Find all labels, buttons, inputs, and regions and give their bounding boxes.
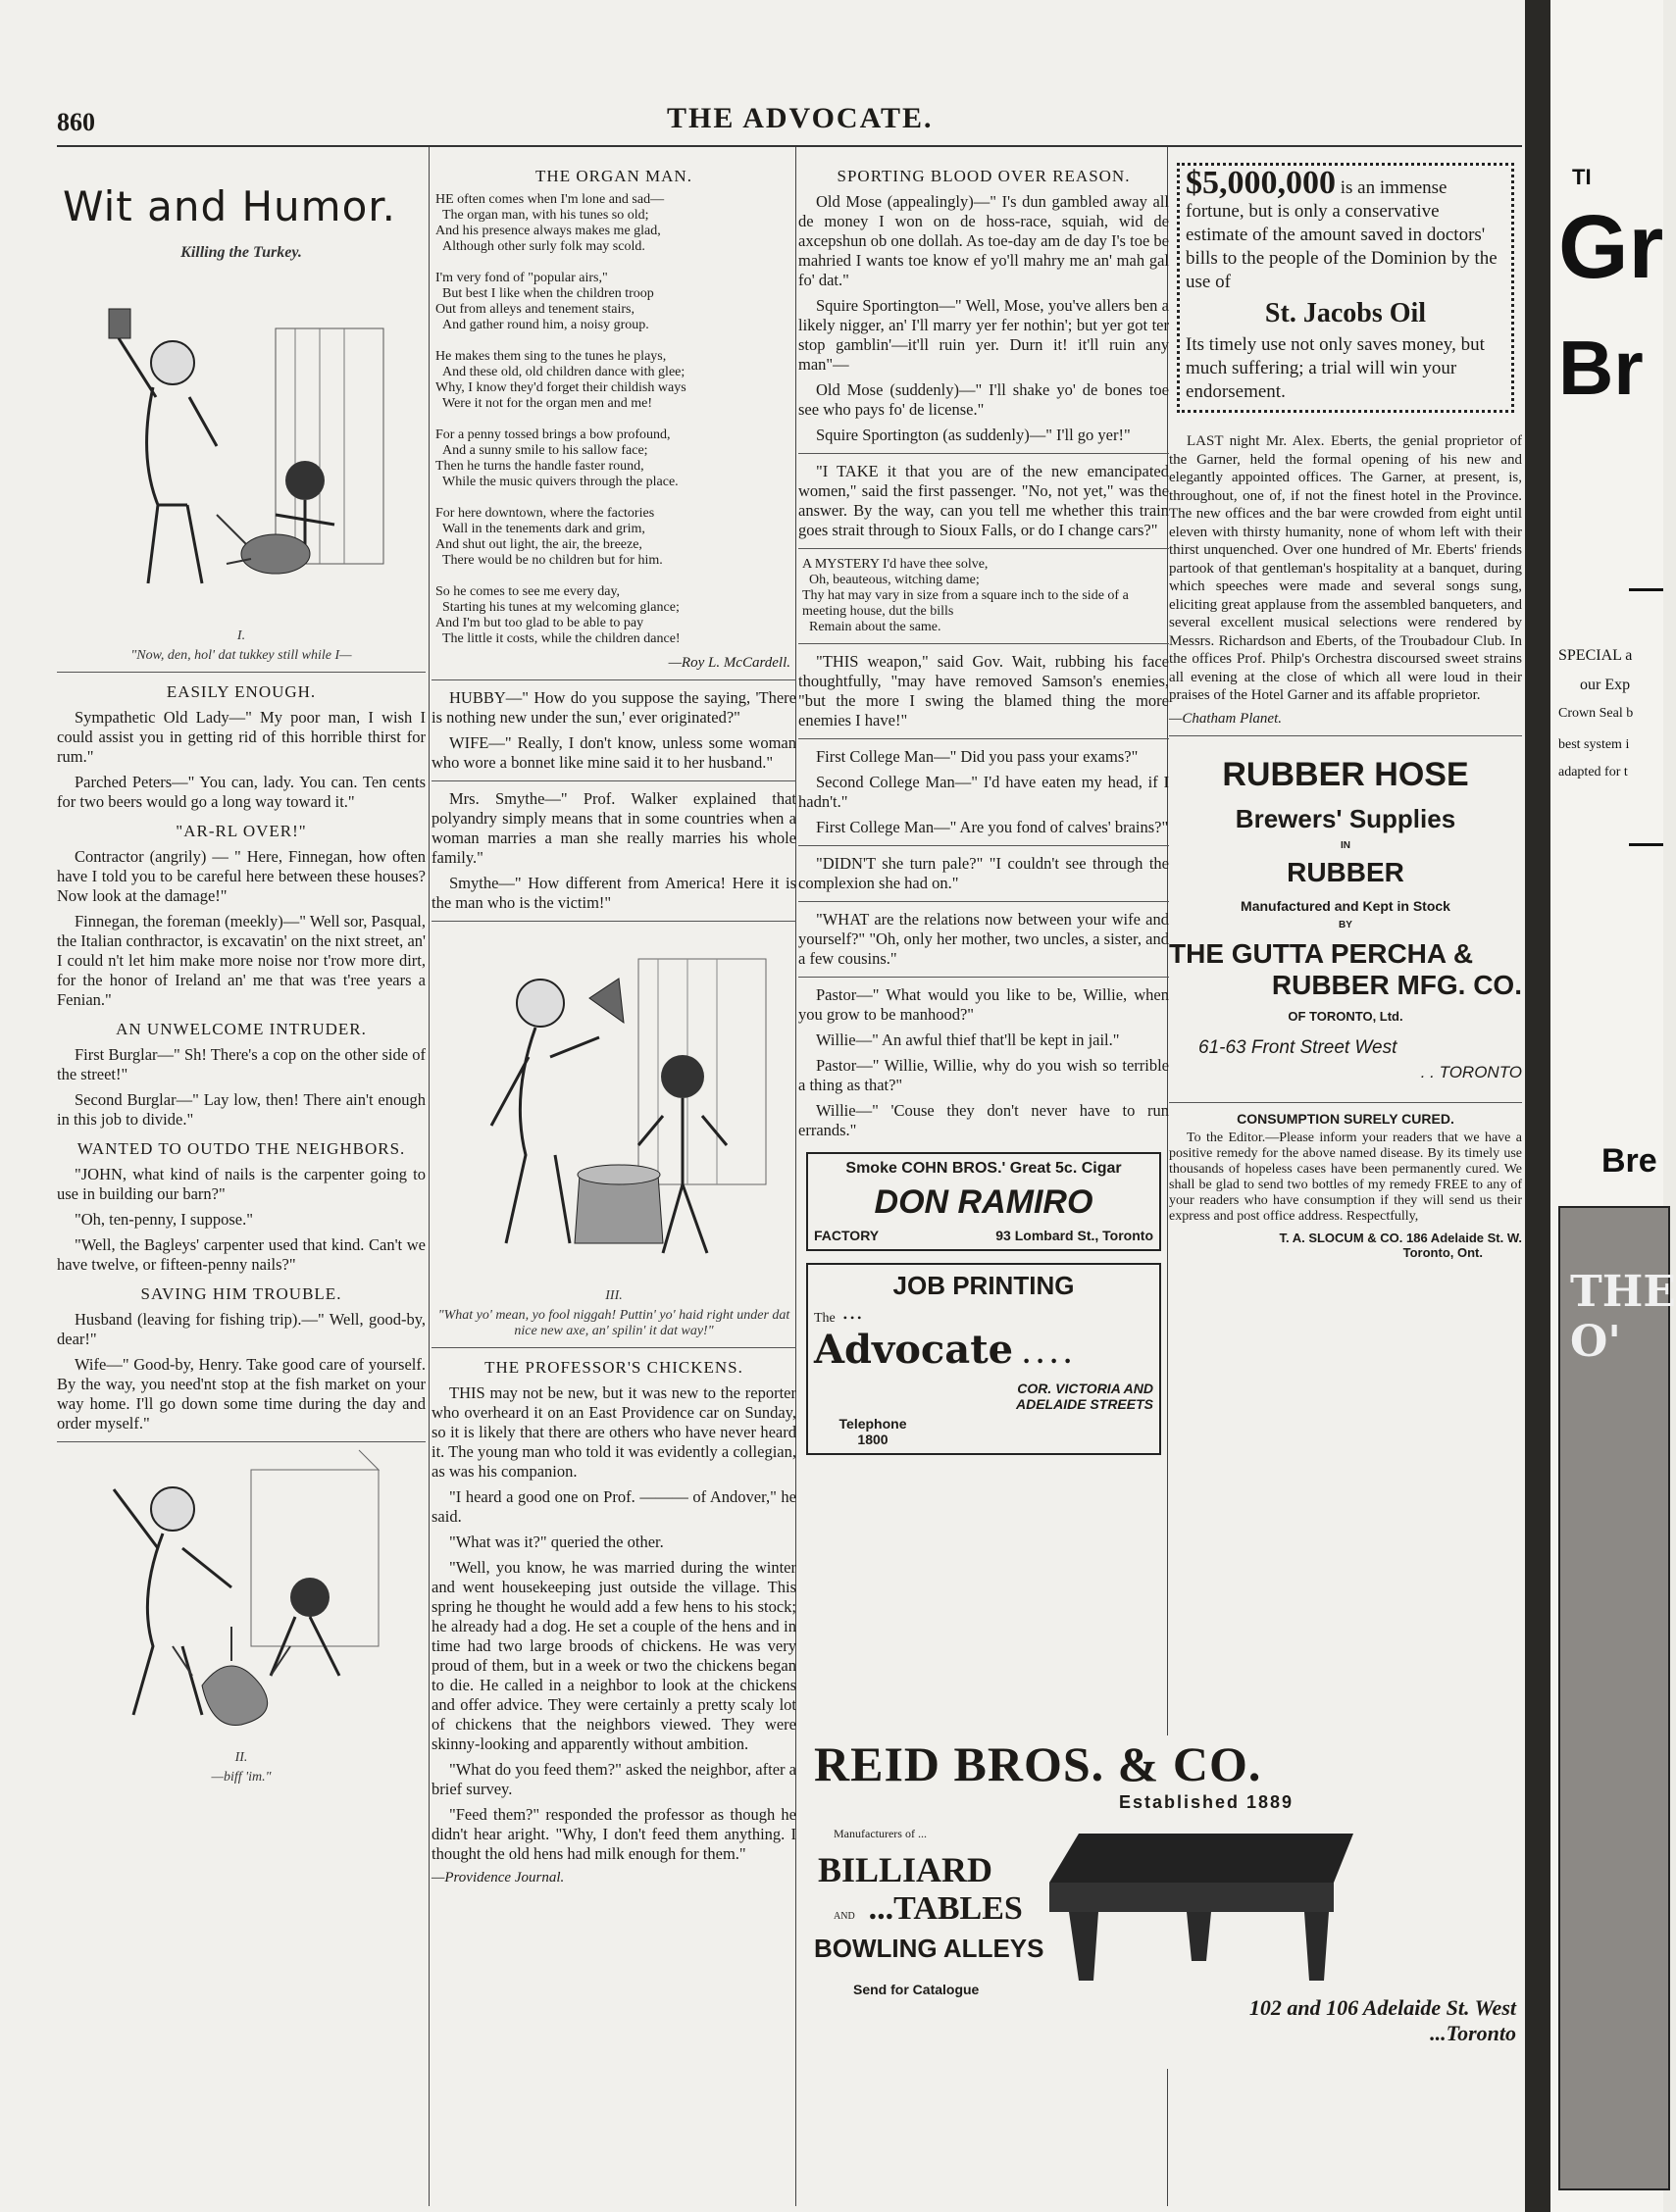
reid-billiard: BILLIARD xyxy=(818,1850,993,1889)
hubby-text: WIFE—" Really, I don't know, unless some woman who wore a bonnet like mine said it to her husband." xyxy=(432,733,796,772)
arrl-over-text: Finnegan, the foreman (meekly)—" Well sor, Pasqual, the Italian conthractor, is excavatin' on the nixt street, an' I could n't let him make more noise nor t'row more dirt, for the honor of Ireland an' me that was t'ree years a Fenian." xyxy=(57,912,426,1009)
oil-text-2: Its timely use not only saves money, but much suffering; a trial will win your endorsement. xyxy=(1186,334,1485,402)
consumption-text: To the Editor.—Please inform your readers that we have a positive remedy for the above named disease. By its timely use thousands of hopeless cases have been permanently cured. We shall be glad to send two bottles of my remedy FREE to any of your readers who have consumption if they will send us their express and post office address. Respectfully, xyxy=(1169,1130,1522,1224)
organ-man-heading: THE ORGAN MAN. xyxy=(535,167,692,185)
adjacent-page xyxy=(1550,0,1676,2212)
poem-line: But best I like when the children troop xyxy=(435,286,654,301)
professor-text: THIS may not be new, but it was new to the reporter who overheard it on an East Providence car on Sunday, so it is likely that there are others who have never heard it. The young man who told it was evidently a collegian, as was his companion. xyxy=(432,1383,796,1481)
adjacent-rule xyxy=(1629,843,1663,846)
poem-line: Thy hat may vary in size from a square inch to the side of a meeting house, dut the bills xyxy=(802,588,1133,619)
cartoon-3-illustration xyxy=(452,930,776,1282)
advocate-dots: . . . . xyxy=(1023,1339,1072,1370)
poem-line: The little it costs, while the children dance! xyxy=(435,631,681,646)
poem-line: Oh, beauteous, witching dame; xyxy=(802,573,980,587)
poem-line: Remain about the same. xyxy=(802,620,941,634)
poem-line: And his presence always makes me glad, xyxy=(435,224,661,238)
hose-manufactured: Manufactured and Kept in Stock xyxy=(1241,897,1450,914)
reid-and: AND xyxy=(834,1911,855,1922)
hose-address: 61-63 Front Street West xyxy=(1198,1036,1397,1058)
hose-in: IN xyxy=(1341,839,1350,851)
hose-rubber: RUBBER xyxy=(1287,856,1404,887)
intruder-text: First Burglar—" Sh! There's a cop on the other side of the street!" xyxy=(57,1045,426,1083)
reid-manufacturers: Manufacturers of ... xyxy=(834,1827,927,1840)
adjacent-text: THE O' xyxy=(1570,1267,1676,1367)
college-text: Second College Man—" I'd have eaten my head, if I hadn't." xyxy=(798,773,1169,811)
college-text: First College Man—" Did you pass your exams?" xyxy=(816,747,1139,766)
poem-line: Out from alleys and tenement stairs, xyxy=(435,302,635,317)
advocate-name-row xyxy=(814,1327,1153,1373)
st-jacobs-oil-ad xyxy=(1177,163,1514,413)
poem-line: Starting his tunes at my welcoming glance; xyxy=(435,600,680,615)
poem-line xyxy=(435,333,796,349)
hose-subtitle: Brewers' Supplies xyxy=(1235,803,1456,833)
poem-line: And I'm but too glad to be able to pay xyxy=(435,616,644,630)
sporting-text: Squire Sportington (as suddenly)—" I'll go yer!" xyxy=(816,426,1131,444)
pastor-text: Pastor—" What would you like to be, Willie, when you grow to be manhood?" xyxy=(798,985,1169,1024)
saving-text: Husband (leaving for fishing trip).—" Well, good-by, dear!" xyxy=(57,1310,426,1348)
billiard-table-illustration xyxy=(1040,1814,1373,1990)
printing-address-line-2: ADELAIDE STREETS xyxy=(1015,1396,1153,1412)
relations-text: "WHAT are the relations now between your wife and yourself?" "Oh, only her mother, two uncles, a sister, and a few cousins." xyxy=(798,910,1169,968)
smythe-text: Mrs. Smythe—" Prof. Walker explained that polyandry simply means that in some countries when a woman marries a man she really marries his whole family." xyxy=(432,789,796,867)
sporting-text: Old Mose (appealingly)—" I's dun gambled away all de money I won on de hoss-race, squiah, wid de axcepshun ob one dollah. As toe-day am de day I's toe be mahried I wants toe know ef yo'll mahry me an' mah gal fo' dat." xyxy=(798,192,1169,289)
cartoon-title: Killing the Turkey. xyxy=(180,244,302,261)
telephone-label: Telephone xyxy=(838,1416,907,1432)
adjacent-text: SPECIAL a xyxy=(1558,647,1633,664)
poem-line: A MYSTERY I'd have thee solve, xyxy=(802,557,989,572)
sporting-heading: SPORTING BLOOD OVER REASON. xyxy=(837,167,1131,185)
saving-heading: SAVING HIM TROUBLE. xyxy=(140,1284,342,1303)
divider xyxy=(432,1347,796,1348)
cigar-ad-line: Smoke COHN BROS.' Great 5c. Cigar xyxy=(845,1160,1122,1177)
divider xyxy=(432,780,796,781)
poem-line xyxy=(435,490,796,506)
cigar-factory-row xyxy=(814,1228,1153,1243)
adjacent-text: Crown Seal b xyxy=(1558,706,1634,721)
eberts-text: LAST night Mr. Alex. Eberts, the genial proprietor of the Garner, held the formal opening of his new and elegantly appointed offices. The Garner, at present, is, throughout, one of, if not the finest hotel in the Province. The new offices and the bar were crowded from eight until eleven with thirsty humanity, none of whom left with their thirst unquenched. Over one hundred of Mr. Eberts' friends partook of that gentleman's hospitality at a banquet, during which speeches were made and several songs sung, eliciting great applause from the assembled banqueters, and several excellent musical selections were rendered by Messrs. Richardson and Eberts, of the Troubadour Club. In the offices Prof. Philp's Orchestra discoursed sweet strains all evening at the close of which all were loud in their praises of the Hotel Garner and its affable proprietor. xyxy=(1169,433,1522,703)
poem-line: While the music quivers through the place. xyxy=(435,475,679,489)
reid-address-line-1: 102 and 106 Adelaide St. West xyxy=(1248,1995,1516,2020)
adjacent-text: our Exp xyxy=(1580,677,1631,693)
hose-by: BY xyxy=(1339,919,1352,930)
cartoon-1-illustration xyxy=(79,270,403,623)
column-2 xyxy=(432,157,796,2206)
factory-address: 93 Lombard St., Toronto xyxy=(995,1228,1153,1243)
pale-text: "DIDN'T she turn pale?" "I couldn't see through the complexion she had on." xyxy=(798,854,1169,892)
arrl-over-heading: "AR-RL OVER!" xyxy=(176,822,307,840)
poem-line: There would be no children but for him. xyxy=(435,553,663,568)
reid-established: Established 1889 xyxy=(1118,1792,1295,1812)
rubber-hose-ad xyxy=(1169,756,1522,1082)
professor-text: "Feed them?" responded the professor as though he didn't hear aright. "Why, I don't feed them anything. I thought the old hens had milk enough for them." xyxy=(432,1805,796,1863)
organ-man-author: —Roy L. McCardell. xyxy=(668,655,790,671)
divider xyxy=(57,672,426,673)
adjacent-illustration xyxy=(1558,1206,1676,2190)
poem-line: Although other surly folk may scold. xyxy=(435,239,645,254)
cartoon-1-number: I. xyxy=(236,628,246,643)
divider xyxy=(798,738,1169,739)
easily-enough-heading: EASILY ENOUGH. xyxy=(166,682,317,701)
poem-line: For here downtown, where the factories xyxy=(435,506,655,521)
poem-line: HE often comes when I'm lone and sad— xyxy=(435,192,665,207)
consumption-city: Toronto, Ont. xyxy=(1402,1244,1483,1260)
consumption-signature: T. A. SLOCUM & CO. 186 Adelaide St. W. xyxy=(1279,1230,1522,1245)
reid-address xyxy=(1249,1995,1516,2046)
intruder-text: Second Burglar—" Lay low, then! There ain't enough in this job to divide." xyxy=(57,1090,426,1129)
professor-text: "What was it?" queried the other. xyxy=(449,1533,664,1551)
consumption-ad xyxy=(1169,1111,1522,1260)
consumption-title: CONSUMPTION SURELY CURED. xyxy=(1237,1110,1454,1127)
cartoon-1-caption: "Now, den, hol' dat tukkey still while I— xyxy=(130,648,352,663)
divider xyxy=(798,845,1169,846)
reid-catalogue: Send for Catalogue xyxy=(853,1982,980,1997)
factory-label: FACTORY xyxy=(814,1228,880,1243)
header-rule xyxy=(57,145,1522,147)
telephone-number: 1800 xyxy=(857,1432,889,1447)
poem-line: And a sunny smile to his sallow face; xyxy=(435,443,648,458)
poem-line: So he comes to see me every day, xyxy=(435,584,621,599)
oil-product: St. Jacobs Oil xyxy=(1264,298,1427,328)
wit-and-humor-title: Wit and Humor. xyxy=(63,182,397,230)
divider xyxy=(1169,735,1522,736)
reid-address-line-2: ...Toronto xyxy=(1430,2021,1516,2045)
outdo-text: "JOHN, what kind of nails is the carpenter going to use in building our barn?" xyxy=(57,1165,426,1203)
professor-text: "Well, you know, he was married during the winter and went housekeeping just outside the village. This spring he thought he would add a few hens to his stock; he already had a dog. He set a couple of the hens and in time had two large broods of chickens. He was very proud of them, but in a week or two the chickens began to die. He called in a neighbor to look at the chickens and offer advice. They were certainly a pretty scaly lot of chickens that the neighbors viewed. They were skinny-looking and apparently without ambition. xyxy=(432,1558,796,1753)
poem-line: Then he turns the handle faster round, xyxy=(435,459,644,474)
pastor-text: Pastor—" Willie, Willie, why do you wish so terrible a thing as that?" xyxy=(798,1056,1169,1094)
pastor-text: Willie—" An awful thief that'll be kept in jail." xyxy=(816,1031,1120,1049)
weapon-text: "THIS weapon," said Gov. Wait, rubbing his face thoughtfully, "may have removed Samson's enemies, "but the more I swing the blamed thing the more enemies I have!" xyxy=(798,652,1169,729)
adjacent-rule xyxy=(1629,588,1663,591)
easily-enough-text: Sympathetic Old Lady—" My poor man, I wish I could assist you in getting rid of this horrible thirst for rum." xyxy=(57,708,426,766)
poem-line: Were it not for the organ men and me! xyxy=(435,396,652,411)
poem-line: And gather round him, a noisy group. xyxy=(435,318,649,332)
job-printing-title: JOB PRINTING xyxy=(892,1271,1075,1300)
professor-text: "I heard a good one on Prof. ——— of Andover," he said. xyxy=(432,1487,796,1526)
outdo-text: "Oh, ten-penny, I suppose." xyxy=(75,1210,253,1229)
outdo-text: "Well, the Bagleys' carpenter used that kind. Can't we have twelve, or fifteen-penny nails?" xyxy=(57,1235,426,1274)
divider xyxy=(798,453,1169,454)
cartoon-3-caption: "What yo' mean, yo fool niggah! Puttin' yo' haid right under dat nice new axe, an' spilin' it dat way!" xyxy=(437,1308,790,1338)
poem-line xyxy=(435,569,796,584)
hose-city: . . TORONTO xyxy=(1420,1062,1522,1081)
poem-line: And shut out light, the air, the breeze, xyxy=(435,537,642,552)
oil-text-1: is an immense fortune, but is only a conservative estimate of the amount saved in doctors' bills to the people of the Dominion by the use of xyxy=(1186,177,1498,292)
hose-company-1: THE GUTTA PERCHA & xyxy=(1169,937,1474,969)
column-rule-1 xyxy=(429,147,430,2206)
divider xyxy=(432,679,796,680)
adjacent-text: Bre xyxy=(1601,1142,1657,1180)
column-1 xyxy=(57,157,426,2206)
outdo-heading: WANTED TO OUTDO THE NEIGHBORS. xyxy=(76,1139,406,1158)
professor-text: "What do you feed them?" asked the neighbor, after a brief survey. xyxy=(432,1760,796,1798)
adjacent-text: adapted for t xyxy=(1558,765,1628,779)
cigar-brand: DON RAMIRO xyxy=(874,1183,1093,1221)
oil-amount: $5,000,000 xyxy=(1186,165,1336,201)
oil-ad-body xyxy=(1186,165,1505,294)
advocate-logo-row xyxy=(814,1311,1153,1327)
sporting-text: Old Mose (suddenly)—" I'll shake yo' de bones toe see who pays fo' de license." xyxy=(798,380,1169,419)
adjacent-text: best system i xyxy=(1558,737,1630,752)
cartoon-2-illustration xyxy=(84,1450,398,1744)
eberts-source: —Chatham Planet. xyxy=(1169,710,1282,727)
adjacent-text: TI xyxy=(1572,165,1592,189)
poem-line xyxy=(435,412,796,427)
poem-line: And these old, old children dance with glee; xyxy=(435,365,686,379)
poem-line: The organ man, with his tunes so old; xyxy=(435,208,649,223)
advocate-name: Advocate xyxy=(814,1327,1014,1373)
page-number: 860 xyxy=(57,108,95,136)
saving-text: Wife—" Good-by, Henry. Take good care of yourself. By the way, you need'nt stop at the fish market on your way home. I'll go down some time during the day and order myself." xyxy=(57,1355,426,1433)
divider xyxy=(432,921,796,922)
reid-bros-ad xyxy=(814,1735,1520,2069)
divider xyxy=(798,548,1169,549)
reid-name: REID BROS. & CO. xyxy=(814,1736,1262,1791)
poem-line xyxy=(435,255,796,271)
divider xyxy=(57,1441,426,1442)
adjacent-text: Br xyxy=(1558,325,1644,411)
divider xyxy=(798,643,1169,644)
organ-man-poem xyxy=(435,192,796,647)
pastor-text: Willie—" 'Couse they don't never have to run errands." xyxy=(798,1101,1169,1139)
reid-bowling: BOWLING ALLEYS xyxy=(814,1934,1044,1963)
printing-address-line-1: COR. VICTORIA AND xyxy=(1017,1381,1153,1396)
divider xyxy=(1169,1102,1522,1103)
running-head: THE ADVOCATE. xyxy=(667,102,934,134)
adjacent-text: Gr xyxy=(1558,197,1664,297)
professor-chickens-heading: THE PROFESSOR'S CHICKENS. xyxy=(484,1358,743,1377)
the-label: The xyxy=(814,1311,836,1326)
poem-line: He makes them sing to the tunes he plays, xyxy=(435,349,667,364)
cartoon-2-caption: —biff 'im." xyxy=(211,1770,272,1785)
smythe-text: Smythe—" How different from America! Here it is the man who is the victim!" xyxy=(432,874,796,912)
professor-source: —Providence Journal. xyxy=(432,1870,565,1885)
intruder-heading: AN UNWELCOME INTRUDER. xyxy=(116,1020,367,1038)
easily-enough-text: Parched Peters—" You can, lady. You can. Ten cents for two beers would go a long way toward it." xyxy=(57,773,426,811)
cartoon-2-number: II. xyxy=(234,1750,248,1765)
book-gutter xyxy=(1525,0,1550,2212)
printing-address xyxy=(814,1381,1153,1412)
divider xyxy=(798,977,1169,978)
hubby-text: HUBBY—" How do you suppose the saying, 'There is nothing new under the sun,' ever originated?" xyxy=(432,688,796,727)
mystery-poem xyxy=(802,557,1169,635)
job-printing-ad xyxy=(806,1263,1161,1455)
dots-top: • • • xyxy=(842,1311,862,1325)
poem-line: Why, I know they'd forget their childish ways xyxy=(435,380,686,395)
sporting-text: Squire Sportington—" Well, Mose, you've allers ben a likely nigger, an' I'll marry yer fer nothin'; but yer got ter stop gamblin'—it'll ruin yer. Durn it! it'll ruin any man"— xyxy=(798,296,1169,374)
hose-company-2: RUBBER MFG. CO. xyxy=(1271,969,1522,1000)
poem-line: Wall in the tenements dark and grim, xyxy=(435,522,645,536)
telephone-block xyxy=(814,1416,932,1447)
reid-tables: ...TABLES xyxy=(868,1890,1023,1927)
emancipated-text: "I TAKE it that you are of the new emancipated women," said the first passenger. "No, not yet," was the answer. By the way, can you tell me whether this train goes strait through to Sioux Falls, or do I change cars?" xyxy=(798,462,1169,539)
cigar-ad xyxy=(806,1152,1161,1251)
poem-line: For a penny tossed brings a bow profound, xyxy=(435,427,671,442)
divider xyxy=(798,901,1169,902)
cartoon-3-number: III. xyxy=(605,1288,623,1303)
hose-title: RUBBER HOSE xyxy=(1222,755,1469,793)
college-text: First College Man—" Are you fond of calves' brains?" xyxy=(816,818,1169,836)
hose-of-toronto: OF TORONTO, Ltd. xyxy=(1288,1008,1403,1024)
poem-line: I'm very fond of "popular airs," xyxy=(435,271,608,285)
arrl-over-text: Contractor (angrily) — " Here, Finnegan, how often have I told you to be careful here between these houses? Now look at the damage!" xyxy=(57,847,426,905)
